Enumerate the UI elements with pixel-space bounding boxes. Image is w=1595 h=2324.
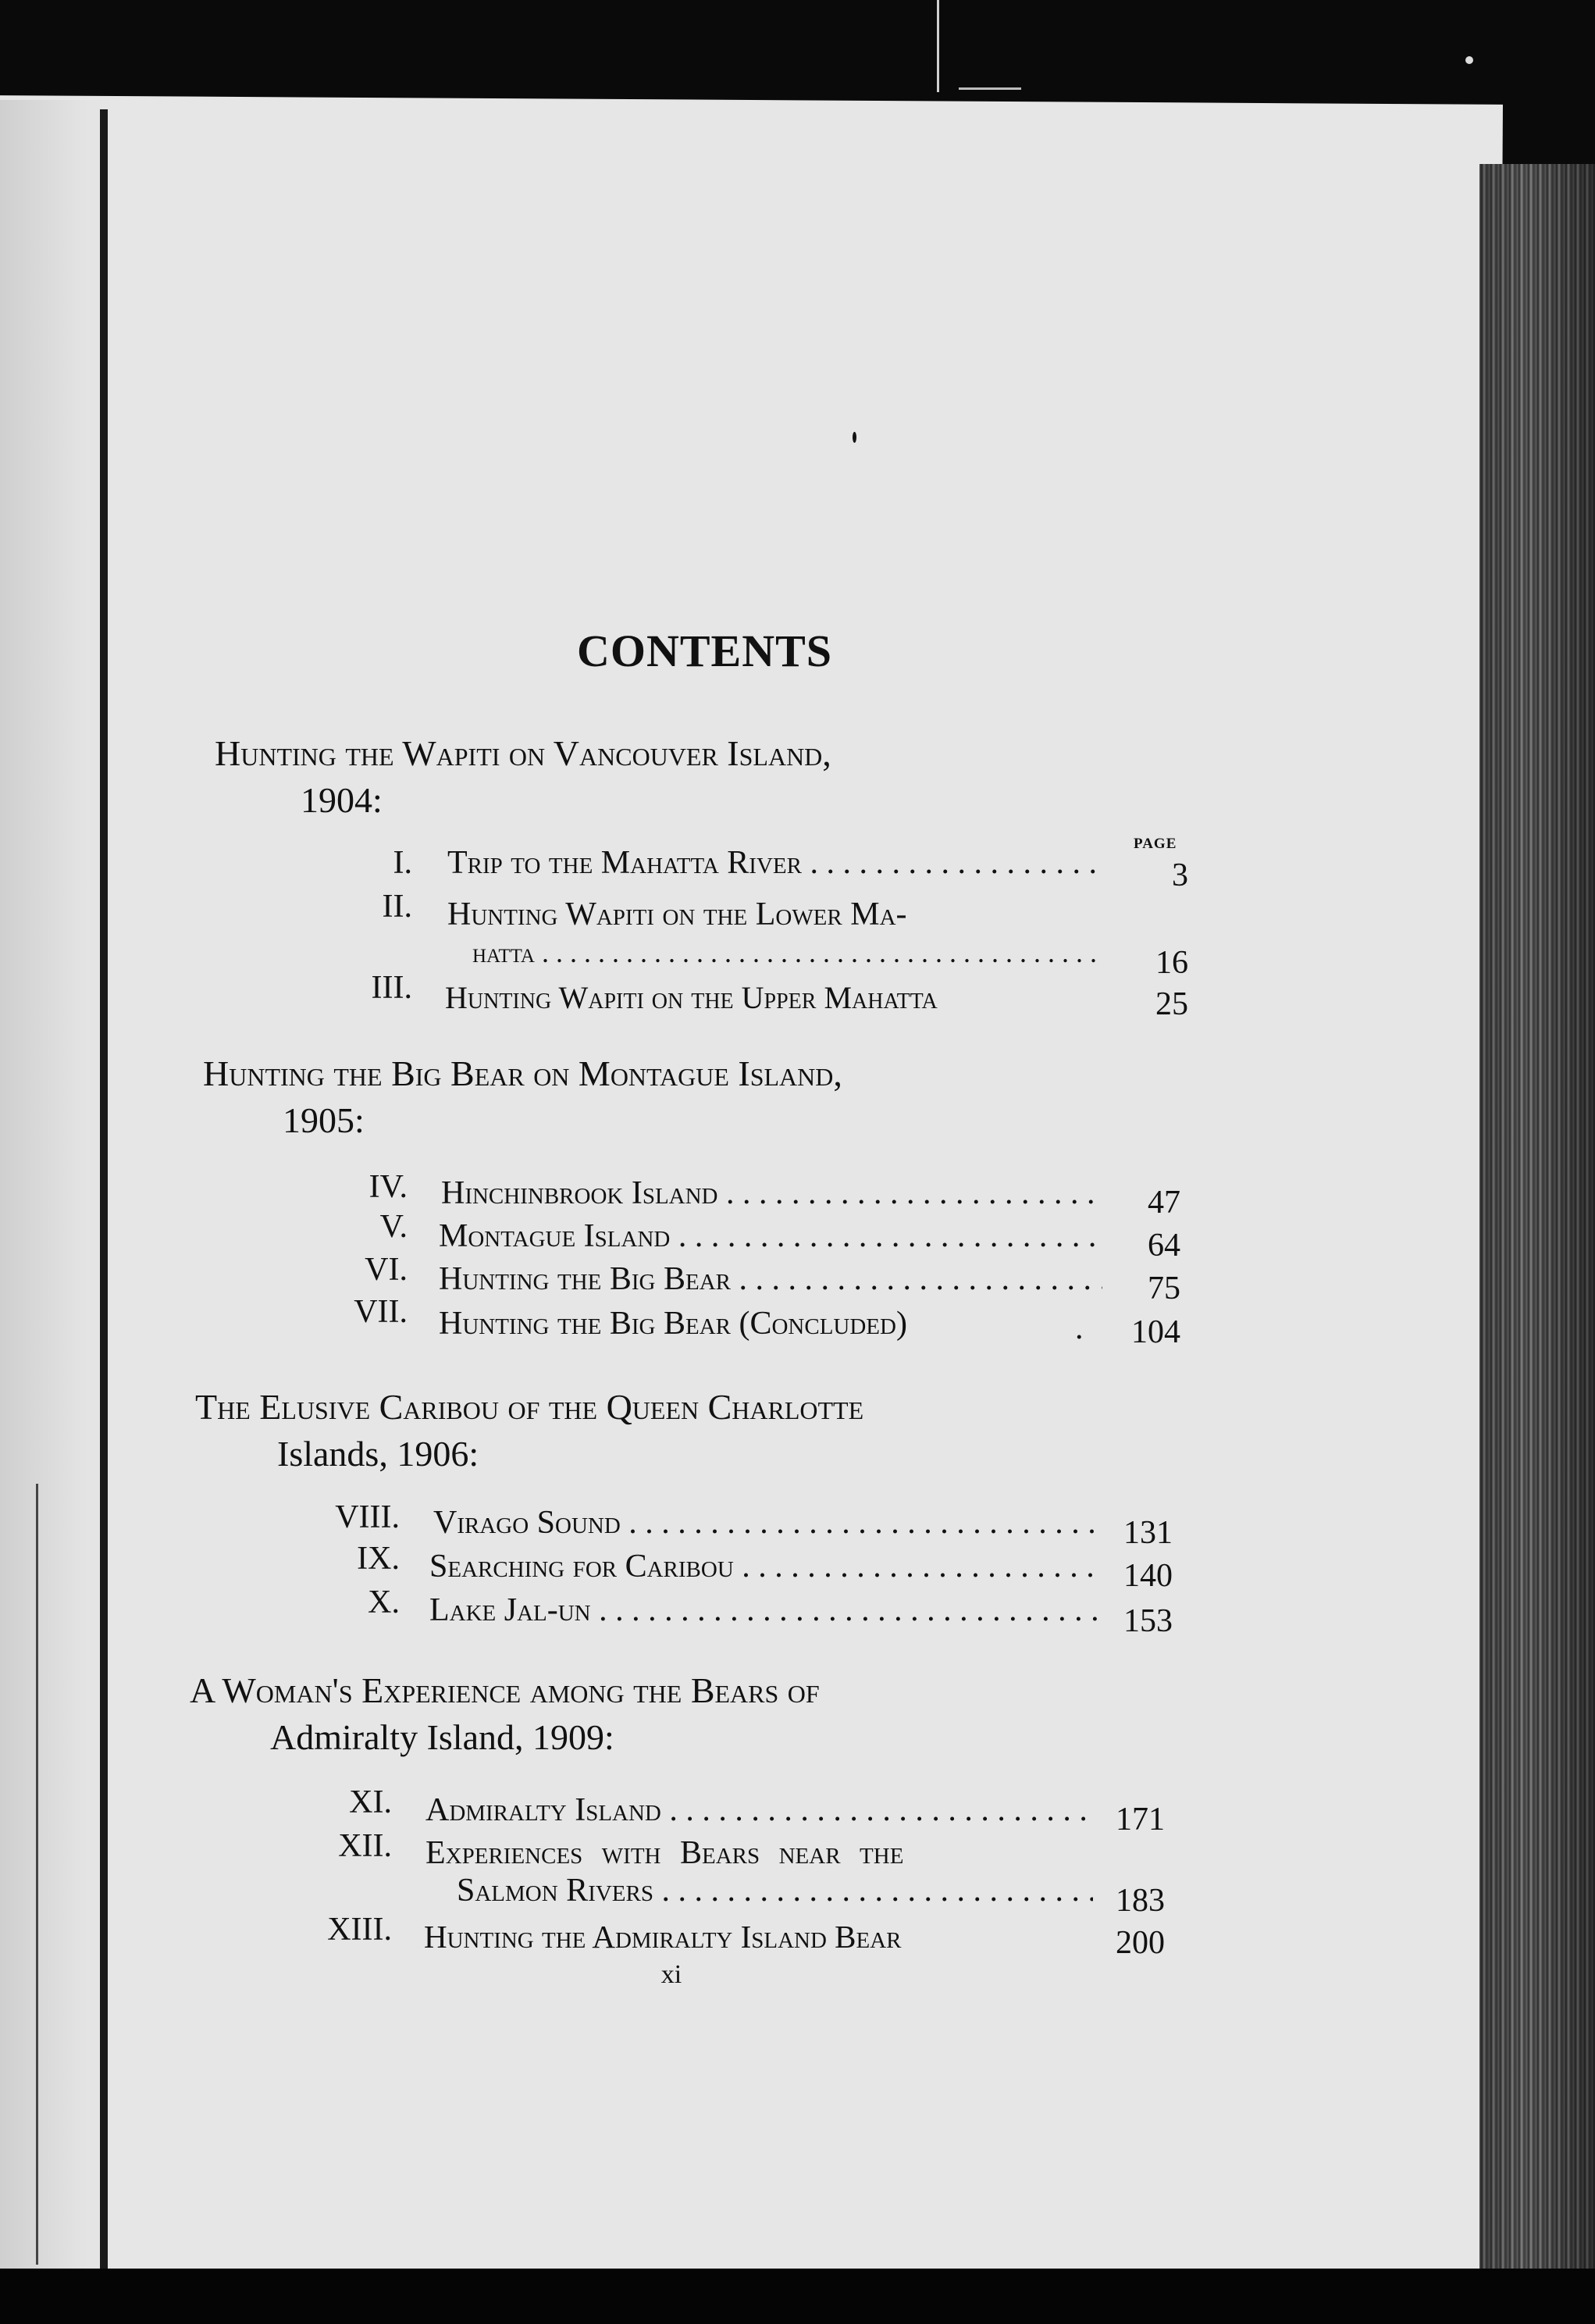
chapter-number: XI. — [349, 1784, 392, 1820]
page-column-label: PAGE — [1134, 836, 1177, 852]
part-title-1 — [215, 730, 831, 824]
chapter-title[interactable]: Admiralty Island . . . — [425, 1788, 1093, 1832]
scan-artifact-line — [937, 0, 939, 92]
part-title-text: Hunting the Wapiti on Vancouver Island, — [215, 733, 831, 773]
chapter-title[interactable]: Hunting Wapiti on the Upper Mahatta — [445, 980, 938, 1015]
chapter-title[interactable]: Montague Island . . . — [439, 1214, 1102, 1258]
chapter-page: 16 — [1155, 945, 1188, 981]
chapter-title-continued: hatta . . . — [472, 931, 1103, 975]
chapter-page: 47 — [1148, 1185, 1180, 1221]
chapter-number: III. — [371, 970, 412, 1006]
fore-edge-shade — [1479, 164, 1595, 2324]
chapter-title[interactable]: Trip to the Mahatta River . . . — [447, 841, 1103, 885]
chapter-page: 200 — [1116, 1925, 1165, 1961]
part-title-text: The Elusive Caribou of the Queen Charlotte — [195, 1387, 864, 1427]
chapter-page: 140 — [1123, 1558, 1173, 1594]
chapter-title[interactable]: Experiences with Bears near the — [425, 1835, 904, 1871]
chapter-number: VII. — [354, 1294, 408, 1330]
chapter-page: 3 — [1172, 857, 1188, 893]
chapter-number: VI. — [365, 1252, 408, 1288]
chapter-page: 104 — [1131, 1314, 1180, 1350]
chapter-number: IV. — [368, 1169, 408, 1205]
chapter-number: XIII. — [327, 1912, 392, 1948]
scan-artifact-line — [959, 87, 1021, 90]
contents-heading: CONTENTS — [576, 626, 833, 676]
chapter-title[interactable]: Lake Jal-un . . . — [429, 1588, 1097, 1632]
chapter-page: 25 — [1155, 986, 1188, 1022]
chapter-number: I. — [393, 845, 412, 881]
chapter-number: IX. — [357, 1541, 400, 1577]
page-folio: xi — [660, 1960, 682, 1989]
part-year: 1904: — [301, 780, 383, 820]
part-title-3 — [195, 1384, 863, 1477]
chapter-title[interactable]: Hunting Wapiti on the Lower Ma- — [447, 896, 907, 932]
chapter-title[interactable]: Searching for Caribou . . . — [429, 1545, 1097, 1588]
chapter-number: VIII. — [335, 1499, 400, 1535]
chapter-title[interactable]: Hunting the Big Bear . . . — [439, 1257, 1102, 1301]
chapter-page: 64 — [1148, 1228, 1180, 1264]
chapter-title[interactable]: Hunting the Admiralty Island Bear — [424, 1919, 902, 1955]
part-title-text: Hunting the Big Bear on Montague Island, — [203, 1053, 842, 1093]
scan-bottom-border — [0, 2269, 1595, 2324]
leader-dot: . — [1075, 1310, 1084, 1346]
chapter-number: II. — [382, 889, 412, 925]
gutter-shadow — [100, 109, 108, 2272]
dust-speck — [853, 432, 856, 443]
part-title-4 — [190, 1667, 820, 1761]
chapter-title[interactable]: Hinchinbrook Island . . . — [441, 1171, 1105, 1215]
chapter-page: 75 — [1148, 1271, 1180, 1306]
chapter-page: 131 — [1123, 1515, 1173, 1551]
chapter-title-continued: Salmon Rivers . . . — [457, 1869, 1093, 1912]
chapter-page: 171 — [1116, 1802, 1165, 1837]
part-year: 1905: — [283, 1100, 365, 1140]
chapter-title[interactable]: Virago Sound . . . — [433, 1501, 1097, 1545]
chapter-page: 183 — [1116, 1883, 1165, 1919]
part-year: Islands, 1906: — [277, 1434, 479, 1474]
chapter-title[interactable]: Hunting the Big Bear (Concluded) — [439, 1306, 907, 1342]
part-title-text: A Woman's Experience among the Bears of — [190, 1670, 820, 1710]
chapter-page: 153 — [1123, 1603, 1173, 1639]
dust-speck — [1465, 56, 1473, 64]
part-year: Admiralty Island, 1909: — [270, 1717, 614, 1757]
chapter-number: V. — [379, 1209, 408, 1245]
part-title-2 — [203, 1050, 842, 1144]
chapter-number: X. — [368, 1584, 400, 1620]
gutter-crease — [36, 1484, 38, 2265]
chapter-number: XII. — [338, 1828, 392, 1864]
